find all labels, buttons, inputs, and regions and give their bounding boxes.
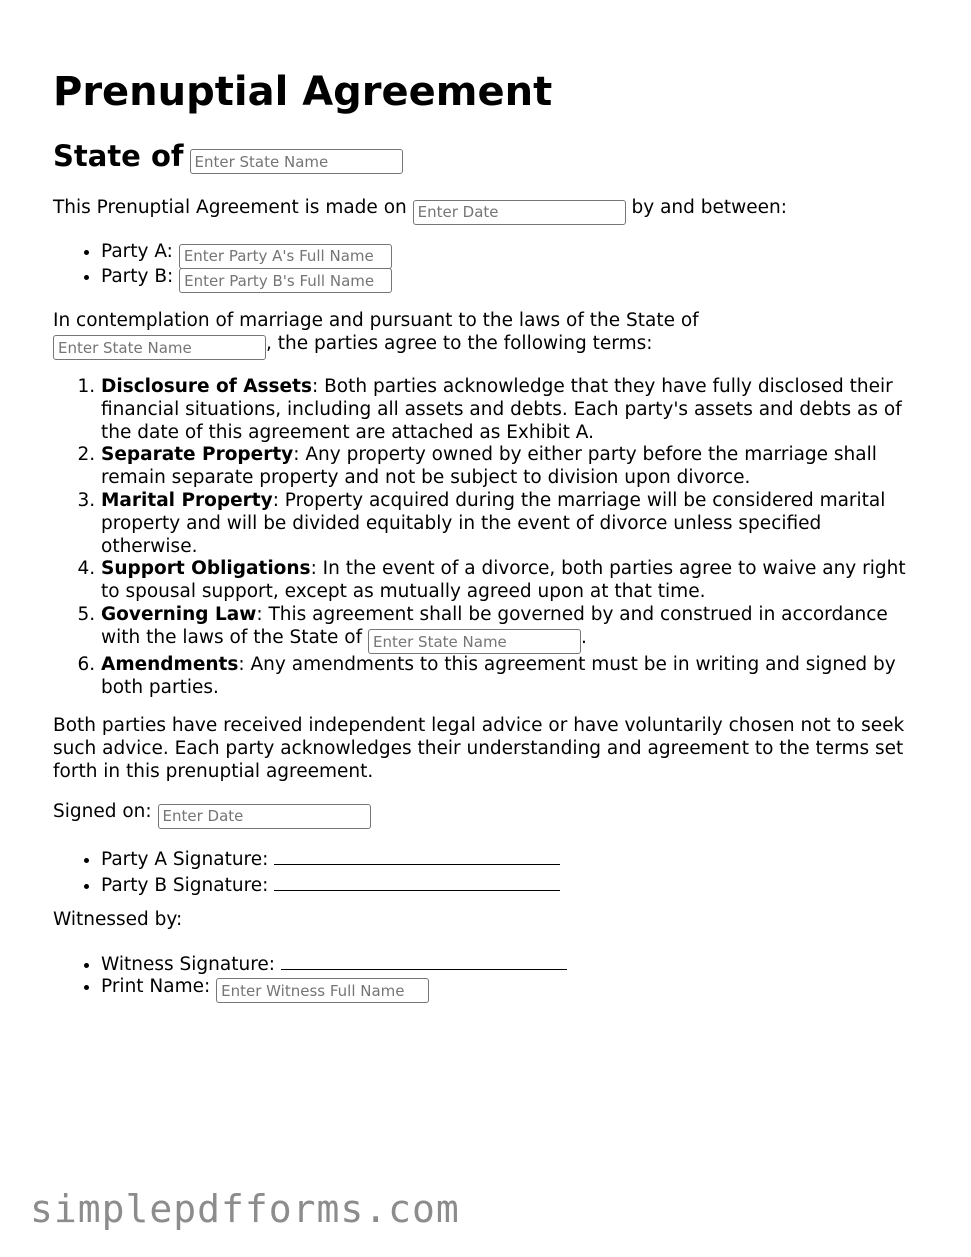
term-item: [101, 444, 919, 490]
state-name-input[interactable]: [190, 149, 403, 174]
witness-print-name-label: Print Name:: [101, 975, 211, 997]
party-b-label: Party B:: [101, 265, 174, 287]
signed-on-label: Signed on:: [53, 801, 152, 822]
party-b-signature-item: [101, 872, 919, 898]
terms-list: [53, 376, 919, 700]
party-a-signature-item: [101, 846, 919, 872]
party-a-name-input[interactable]: [179, 244, 392, 269]
term-item: [101, 490, 919, 558]
intro-text-after: by and between:: [631, 197, 788, 218]
document-title: Prenuptial Agreement: [53, 69, 553, 115]
term-text: : Any property owned by either party before the marriage shall remain separate property and not be subject to division upon divorce.: [101, 444, 877, 489]
contemplation-text-before: In contemplation of marriage and pursuant to the laws of the State of: [53, 310, 699, 331]
agreement-date-input[interactable]: [413, 200, 626, 225]
term-end: .: [581, 626, 587, 648]
governing-law-state-input[interactable]: [368, 629, 581, 654]
state-heading-line: [53, 138, 403, 174]
term-text: : In the event of a divorce, both parties agree to waive any right to spousal support, except as mutually agreed upon at that time.: [101, 558, 906, 603]
party-a-signature-line: [274, 846, 560, 865]
party-b-signature-label: Party B Signature:: [101, 874, 269, 896]
term-text: : Any amendments to this agreement must be in writing and signed by both parties.: [101, 654, 896, 699]
term-title: Marital Property: [101, 489, 273, 511]
signed-on-line: [53, 801, 919, 829]
term-title: Separate Property: [101, 444, 294, 466]
party-a-signature-label: Party A Signature:: [101, 849, 269, 870]
term-title: Support Obligations: [101, 558, 311, 580]
witnessed-by-label: Witnessed by:: [53, 909, 183, 930]
term-text: : This agreement shall be governed by and construed in accordance with the laws of the State of: [101, 603, 888, 648]
signed-on-date-input[interactable]: [158, 804, 371, 829]
intro-text-before: This Prenuptial Agreement is made on: [53, 197, 407, 218]
party-b-name-input[interactable]: [179, 268, 392, 293]
party-b-signature-line: [274, 872, 560, 891]
watermark: simplepdfforms.com: [30, 1187, 460, 1231]
term-item: [101, 604, 919, 654]
term-title: Amendments: [101, 654, 239, 676]
witness-signature-line: [281, 951, 567, 970]
witness-print-name-item: [101, 976, 919, 1001]
contemplation-paragraph: [53, 310, 919, 360]
witness-signature-item: [101, 951, 919, 976]
party-a-item: [101, 241, 919, 266]
witness-signature-label: Witness Signature:: [101, 954, 276, 975]
term-item: [101, 654, 919, 700]
term-title: Governing Law: [101, 603, 257, 625]
witness-name-input[interactable]: [216, 978, 429, 1003]
term-title: Disclosure of Assets: [101, 376, 312, 397]
party-a-label: Party A:: [101, 241, 173, 262]
witness-list: [53, 951, 919, 1000]
party-b-item: [101, 266, 919, 291]
contemplation-text-after: , the parties agree to the following terms:: [266, 332, 653, 354]
parties-list: [53, 241, 919, 290]
term-item: [101, 376, 919, 444]
term-text: : Both parties acknowledge that they have fully disclosed their financial situations, including all assets and debts. Each party's assets and debts as of the date of this agreement are attached as Exhibit A.: [101, 376, 902, 443]
advice-paragraph: Both parties have received independent legal advice or have voluntarily chosen not to seek such advice. Each party acknowledges their understanding and agreement to the terms set forth in this prenuptial agreement.: [53, 715, 905, 782]
intro-paragraph: [53, 197, 919, 225]
contemplation-state-input[interactable]: [53, 335, 266, 360]
term-item: [101, 558, 919, 604]
signatures-list: [53, 846, 919, 898]
state-heading: State of: [53, 139, 184, 173]
term-text: : Property acquired during the marriage will be considered marital property and will be divided equitably in the event of divorce unless specified otherwise.: [101, 489, 886, 557]
